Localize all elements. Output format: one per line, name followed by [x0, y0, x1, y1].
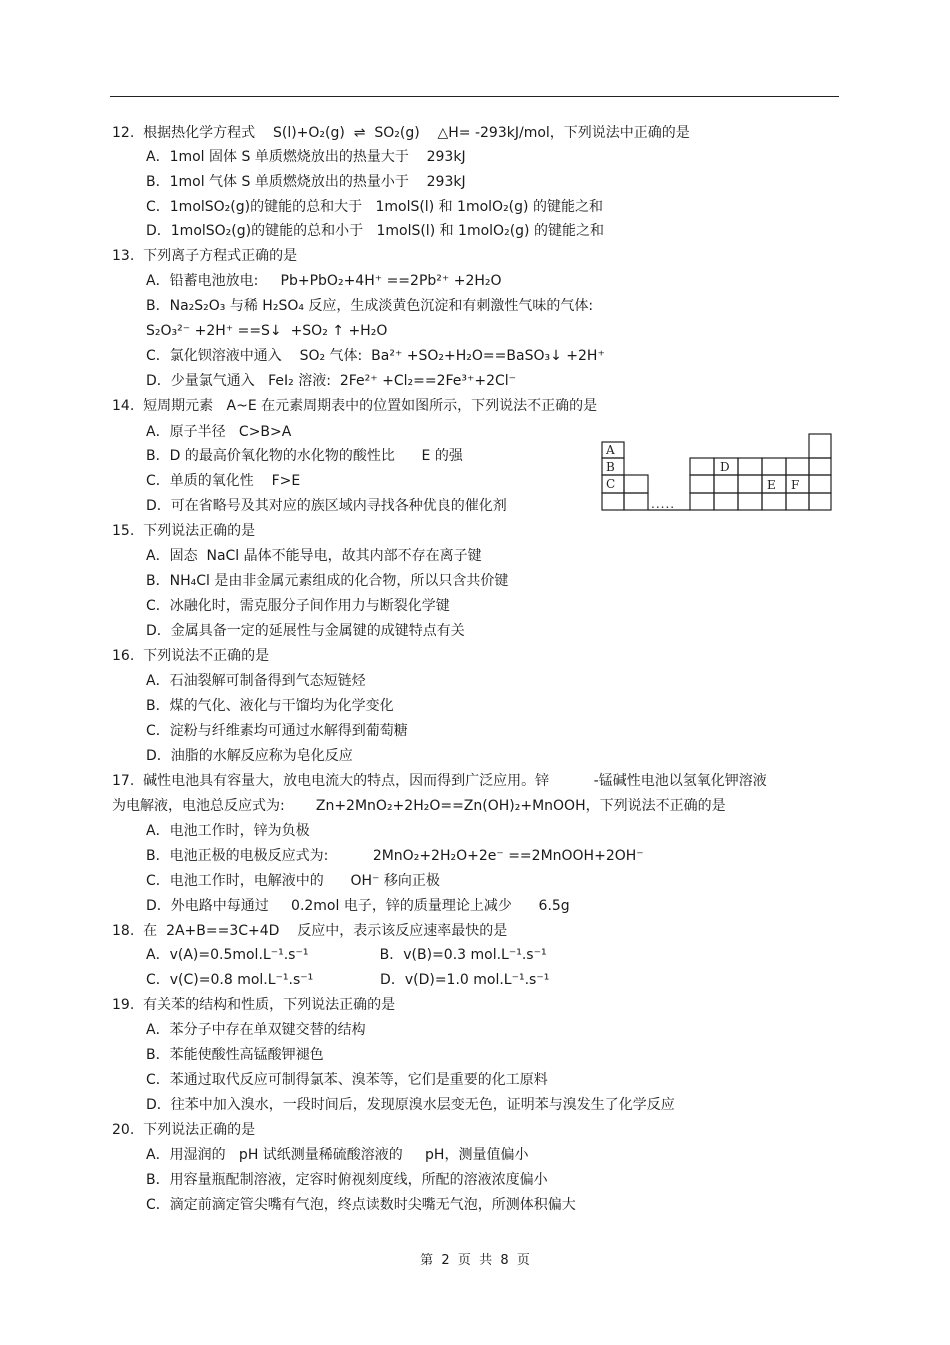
figure-ellipsis: .....: [651, 497, 676, 511]
q19-option-c: C．苯通过取代反应可制得氯苯、溴苯等，它们是重要的化工原料: [146, 1072, 548, 1088]
periodic-table-figure: [601, 433, 833, 519]
q13-option-c: C．氯化钡溶液中通入 SO₂ 气体: Ba²⁺ +SO₂+H₂O==BaSO₃↓ +2H⁺: [146, 348, 605, 364]
figure-label-e: E: [767, 478, 776, 492]
q17-option-d: D．外电路中每通过 0.2mol 电子，锌的质量理论上减少 6.5g: [146, 898, 570, 914]
q18-options-ab: A．v(A)=0.5mol.L⁻¹.s⁻¹ B．v(B)=0.3 mol.L⁻¹.s⁻¹: [146, 947, 547, 963]
q17-option-a: A．电池工作时，锌为负极: [146, 823, 310, 839]
q12-option-b: B．1mol 气体 S 单质燃烧放出的热量小于 293kJ: [146, 174, 466, 190]
q18-options-cd: C．v(C)=0.8 mol.L⁻¹.s⁻¹ D．v(D)=1.0 mol.L⁻¹.s⁻¹: [146, 972, 550, 988]
q13-option-b: B．Na₂S₂O₃ 与稀 H₂SO₄ 反应，生成淡黄色沉淀和有刺激性气味的气体:: [146, 298, 594, 314]
q20-option-a: A．用湿润的 pH 试纸测量稀硫酸溶液的 pH，测量值偏小: [146, 1147, 529, 1163]
q12-stem: 12. 根据热化学方程式 S(l)+O₂(g) ⇌ SO₂(g) △H= -293kJ/mol，下列说法中正确的是: [112, 125, 690, 141]
q12-option-c: C．1molSO₂(g)的键能的总和大于 1molS(l) 和 1molO₂(g) 的键能之和: [146, 199, 603, 215]
q14-option-d: D．可在省略号及其对应的族区域内寻找各种优良的催化剂: [146, 498, 507, 514]
figure-label-a: A: [606, 443, 615, 457]
q18-stem: 18. 在 2A+B==3C+4D 反应中，表示该反应速率最快的是: [112, 923, 508, 939]
q16-option-b: B．煤的气化、液化与干馏均为化学变化: [146, 698, 394, 714]
q13-option-a: A．铅蓄电池放电: Pb+PbO₂+4H⁺ ==2Pb²⁺ +2H₂O: [146, 273, 502, 289]
figure-label-c: C: [606, 477, 616, 491]
q14-option-a: A．原子半径 C>B>A: [146, 424, 292, 440]
q13-option-b-equation: S₂O₃²⁻ +2H⁺ ==S↓ +SO₂ ↑ +H₂O: [146, 323, 388, 339]
q17-option-b: B．电池正极的电极反应式为: 2MnO₂+2H₂O+2e⁻ ==2MnOOH+2OH⁻: [146, 848, 644, 864]
q15-stem: 15. 下列说法正确的是: [112, 523, 256, 539]
q13-stem: 13. 下列离子方程式正确的是: [112, 248, 298, 264]
q16-option-d: D．油脂的水解反应称为皂化反应: [146, 748, 353, 764]
q20-option-b: B．用容量瓶配制溶液，定容时俯视刻度线，所配的溶液浓度偏小: [146, 1172, 548, 1188]
q12-option-a: A．1mol 固体 S 单质燃烧放出的热量大于 293kJ: [146, 149, 466, 165]
q19-option-d: D．往苯中加入溴水，一段时间后，发现原溴水层变无色，证明苯与溴发生了化学反应: [146, 1097, 675, 1113]
q19-option-b: B．苯能使酸性高锰酸钾褪色: [146, 1047, 324, 1063]
cell-row4-col1: [602, 493, 624, 510]
q15-option-b: B．NH₄Cl 是由非金属元素组成的化合物，所以只含共价键: [146, 573, 509, 589]
page-number-footer: 第 2 页 共 8 页: [420, 1253, 530, 1268]
q17-stem-line2: 为电解液，电池总反应式为: Zn+2MnO₂+2H₂O==Zn(OH)₂+MnOOH，下列说法不正确的是: [112, 798, 726, 814]
figure-label-f: F: [791, 478, 800, 492]
q15-option-c: C．冰融化时，需克服分子间作用力与断裂化学键: [146, 598, 450, 614]
q14-stem: 14. 短周期元素 A~E 在元素周期表中的位置如图所示，下列说法不正确的是: [112, 398, 598, 414]
q16-option-c: C．淀粉与纤维素均可通过水解得到葡萄糖: [146, 723, 408, 739]
q13-option-d: D．少量氯气通入 FeI₂ 溶液: 2Fe²⁺ +Cl₂==2Fe³⁺+2Cl⁻: [146, 373, 517, 389]
q14-option-b: B．D 的最高价氧化物的水化物的酸性比 E 的强: [146, 448, 463, 464]
q19-stem: 19. 有关苯的结构和性质，下列说法正确的是: [112, 997, 396, 1013]
q17-option-c: C．电池工作时，电解液中的 OH⁻ 移向正极: [146, 873, 440, 889]
q15-option-d: D．金属具备一定的延展性与金属键的成键特点有关: [146, 623, 465, 639]
figure-label-b: B: [606, 460, 615, 474]
q14-option-c: C．单质的氧化性 F>E: [146, 473, 301, 489]
q16-option-a: A．石油裂解可制备得到气态短链烃: [146, 673, 366, 689]
q12-option-d: D．1molSO₂(g)的键能的总和小于 1molS(l) 和 1molO₂(g) 的键能之和: [146, 223, 604, 239]
q16-stem: 16. 下列说法不正确的是: [112, 648, 270, 664]
q20-stem: 20. 下列说法正确的是: [112, 1122, 256, 1138]
figure-label-d: D: [720, 460, 730, 474]
header-rule: [110, 96, 839, 97]
q20-option-c: C．滴定前滴定管尖嘴有气泡，终点读数时尖嘴无气泡，所测体积偏大: [146, 1197, 576, 1213]
q15-option-a: A．固态 NaCl 晶体不能导电，故其内部不存在离子键: [146, 548, 482, 564]
q19-option-a: A．苯分子中存在单双键交替的结构: [146, 1022, 366, 1038]
q17-stem-line1: 17. 碱性电池具有容量大，放电电流大的特点，因而得到广泛应用。锌 -锰碱性电池以氢氧化钾溶液: [112, 773, 767, 789]
